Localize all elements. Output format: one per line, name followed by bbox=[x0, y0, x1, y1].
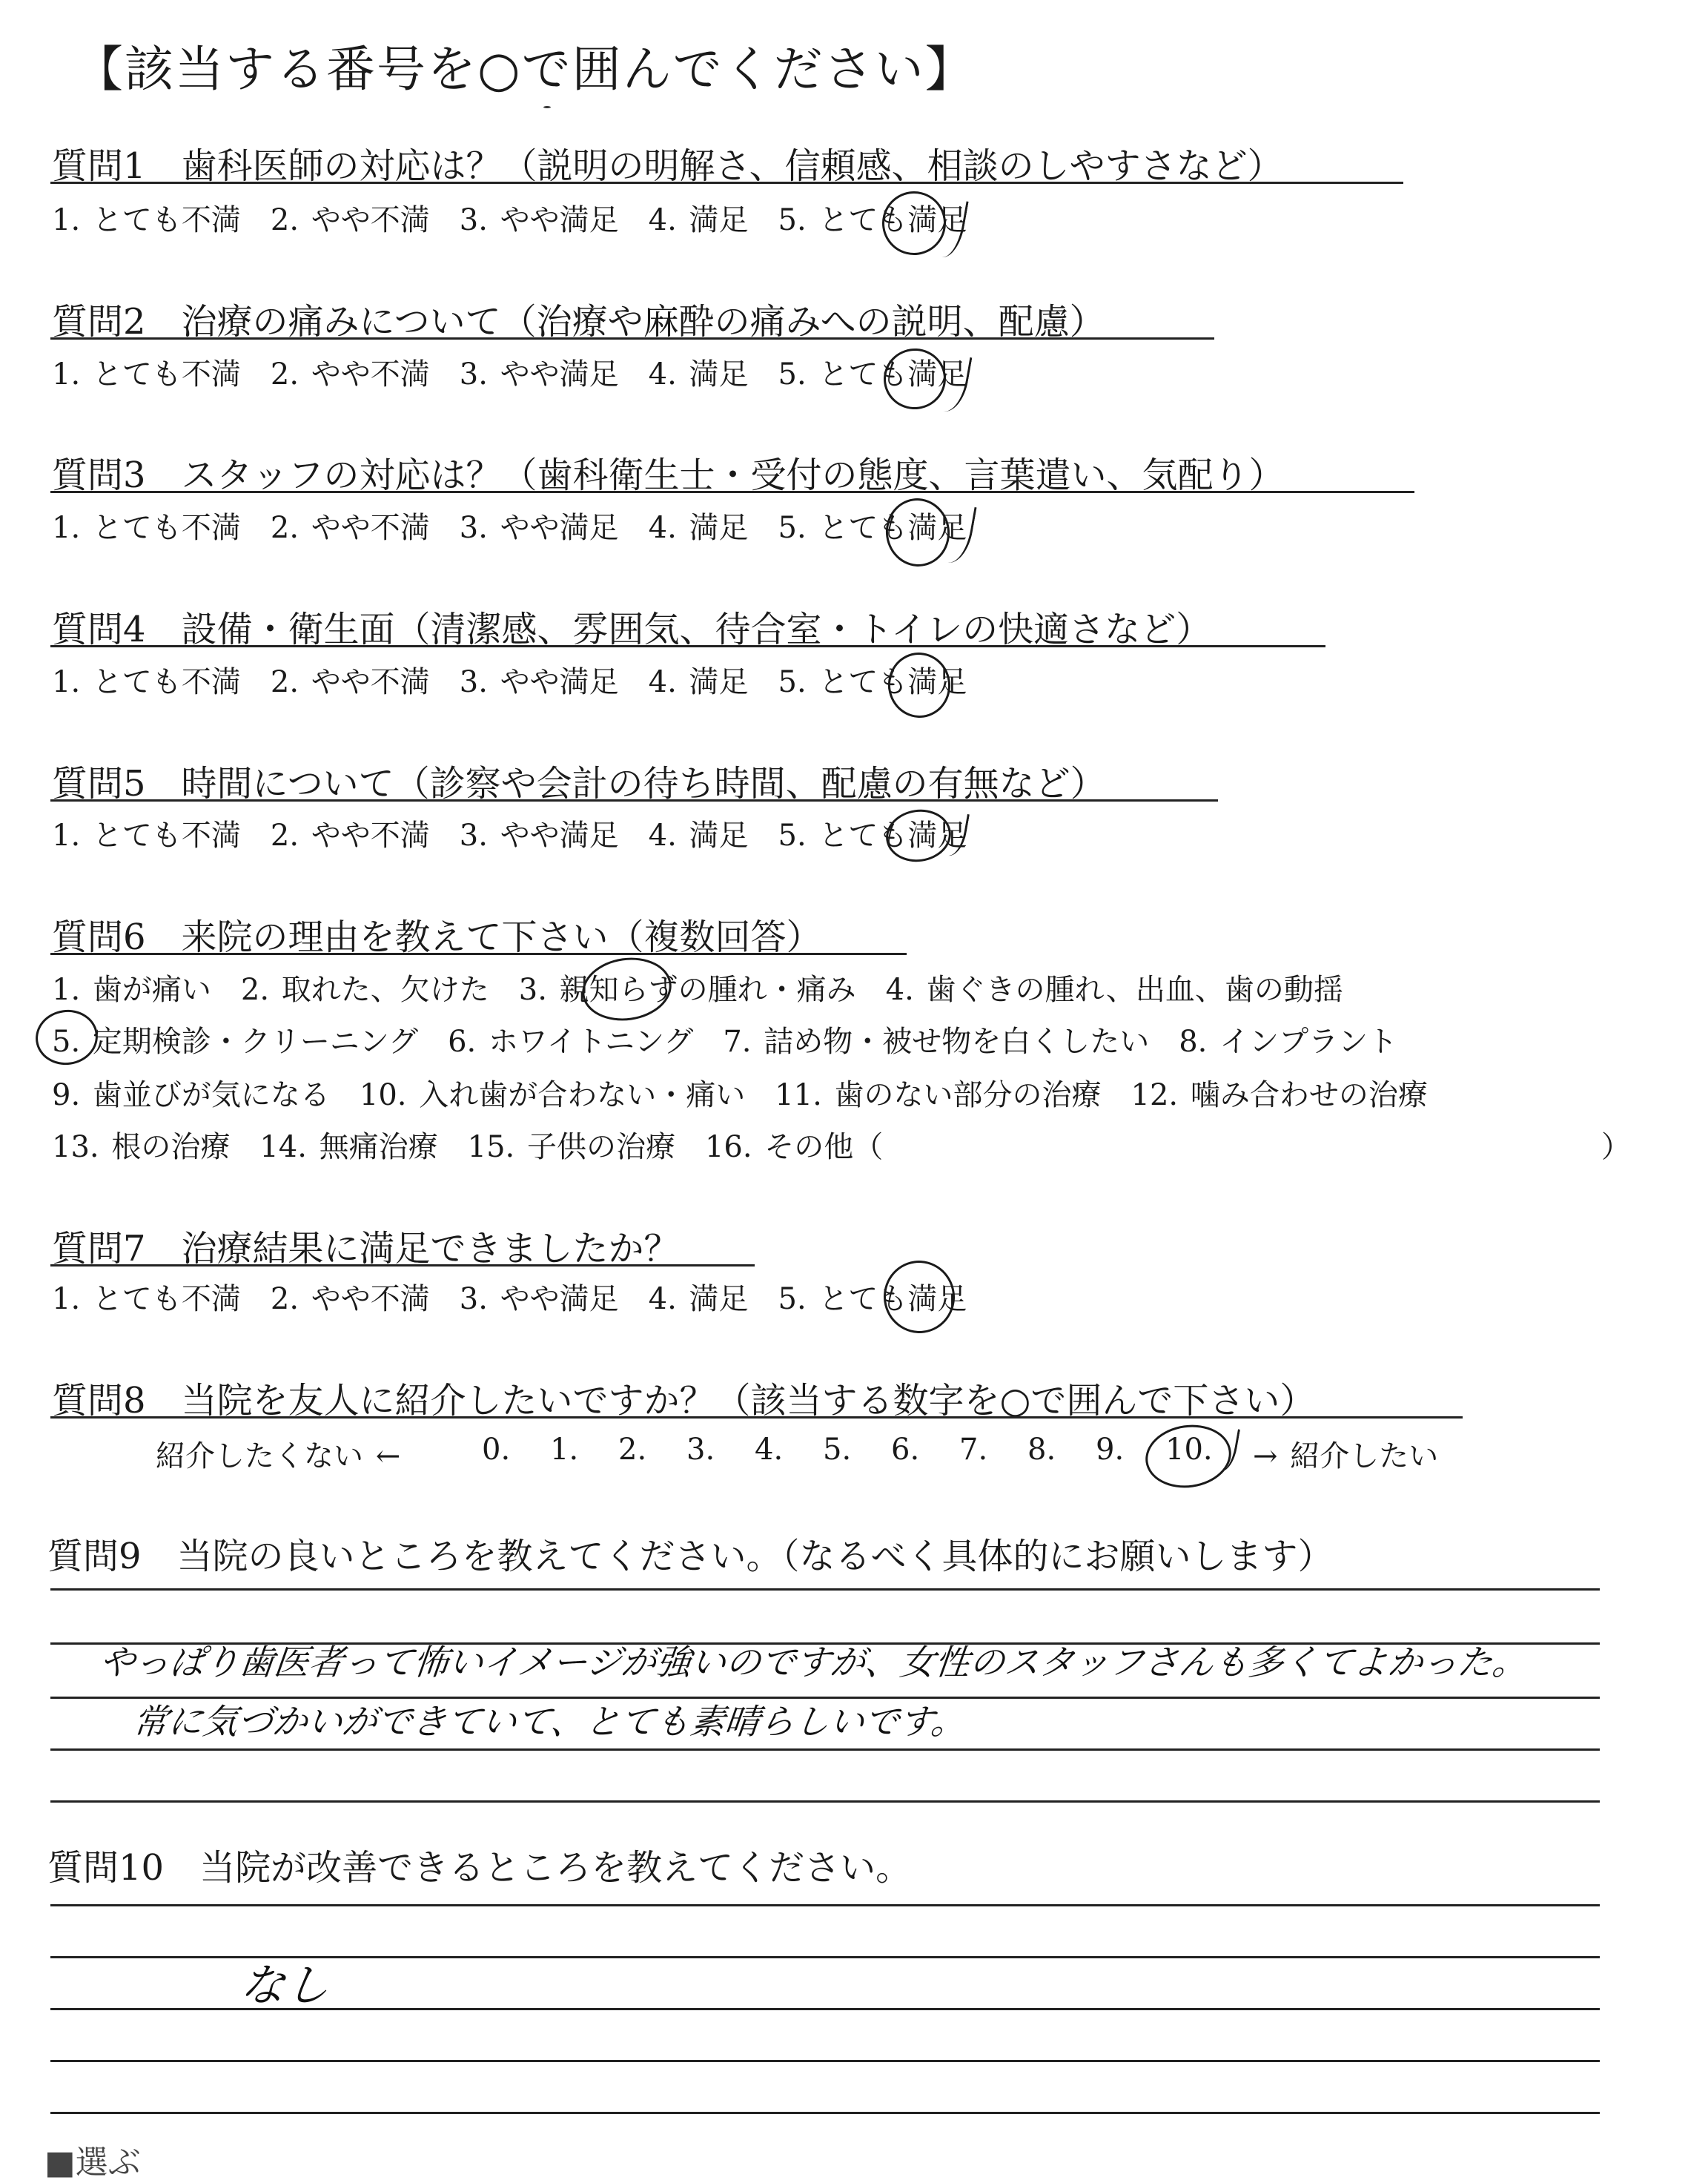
q9-title: 質問9 当院の良いところを教えてください。（なるべく具体的にお願いします） bbox=[47, 1536, 1334, 1577]
q8-left-label: 紹介したくない ← bbox=[156, 1439, 401, 1473]
q6-line4[interactable]: 13. 根の治療 14. 無痛治療 15. 子供の治療 16. その他（ bbox=[52, 1130, 884, 1164]
form-header: 【該当する番号を○で囲んでください】 bbox=[74, 41, 976, 98]
q10-rule-1 bbox=[50, 1904, 1600, 1906]
q8-scale-option-7[interactable]: 7. bbox=[959, 1433, 988, 1467]
q6-other-close: ） bbox=[1601, 1130, 1631, 1164]
q8-scale-option-6[interactable]: 6. bbox=[891, 1433, 920, 1467]
q6-line2[interactable]: 5. 定期検診・クリーニング 6. ホワイトニング 7. 詰め物・被せ物を白くしたい 8. インプラント bbox=[52, 1025, 1398, 1059]
q6-underline bbox=[50, 953, 907, 955]
q5-title: 質問5 時間について（診察や会計の待ち時間、配慮の有無など） bbox=[52, 763, 1106, 805]
q4-title: 質問4 設備・衛生面（清潔感、雰囲気、待合室・トイレの快適さなど） bbox=[52, 609, 1212, 650]
q8-scale-option-5[interactable]: 5. bbox=[823, 1433, 852, 1467]
q8-scale-option-0[interactable]: 0. bbox=[482, 1433, 511, 1467]
stray-mark bbox=[543, 106, 551, 108]
q5-underline bbox=[50, 799, 1218, 802]
q1-options[interactable]: 1. とても不満 2. やや不満 3. やや満足 4. 満足 5. とても満足 bbox=[52, 203, 967, 237]
q8-title: 質問8 当院を友人に紹介したいですか？（該当する数字を○で囲んで下さい） bbox=[52, 1380, 1316, 1421]
q3-options[interactable]: 1. とても不満 2. やや不満 3. やや満足 4. 満足 5. とても満足 bbox=[52, 511, 967, 545]
q9-rule-5 bbox=[50, 1800, 1600, 1803]
q7-underline bbox=[50, 1264, 755, 1266]
q10-rule-5 bbox=[50, 2112, 1600, 2114]
q2-options[interactable]: 1. とても不満 2. やや不満 3. やや満足 4. 満足 5. とても満足 bbox=[52, 357, 967, 392]
footer-fragment: ■選ぶ bbox=[44, 2144, 141, 2182]
q8-scale-option-2[interactable]: 2. bbox=[618, 1433, 647, 1467]
q7-answer-circle bbox=[879, 1256, 960, 1338]
q9-answer-line2: 常に気づかいができていて、とても素晴らしいです。 bbox=[130, 1702, 968, 1743]
q4-options[interactable]: 1. とても不満 2. やや不満 3. やや満足 4. 満足 5. とても満足 bbox=[52, 665, 967, 699]
q8-right-label: → 紹介したい bbox=[1253, 1439, 1439, 1473]
q2-underline bbox=[50, 337, 1214, 340]
q10-rule-4 bbox=[50, 2060, 1600, 2062]
q6-answer-circle-3 bbox=[578, 952, 676, 1026]
q6-line3[interactable]: 9. 歯並びが気になる 10. 入れ歯が合わない・痛い 11. 歯のない部分の治療 12. 噛み合わせの治療 bbox=[52, 1078, 1428, 1112]
q10-answer: なし bbox=[237, 1960, 333, 2012]
q8-scale-option-3[interactable]: 3. bbox=[686, 1433, 715, 1467]
q8-underline bbox=[50, 1416, 1463, 1419]
q4-underline bbox=[50, 645, 1325, 647]
q3-title: 質問3 スタッフの対応は？（歯科衛生士・受付の態度、言葉遣い、気配り） bbox=[52, 455, 1285, 496]
q3-underline bbox=[50, 491, 1414, 493]
q6-line1[interactable]: 1. 歯が痛い 2. 取れた、欠けた 3. 親知らずの腫れ・痛み 4. 歯ぐきの腫れ、出血、歯の動揺 bbox=[52, 973, 1343, 1007]
q6-title: 質問6 来院の理由を教えて下さい（複数回答） bbox=[52, 917, 822, 958]
q7-options[interactable]: 1. とても不満 2. やや不満 3. やや満足 4. 満足 5. とても満足 bbox=[52, 1282, 967, 1316]
q5-options[interactable]: 1. とても不満 2. やや不満 3. やや満足 4. 満足 5. とても満足 bbox=[52, 819, 967, 853]
q9-rule-4 bbox=[50, 1748, 1600, 1751]
q8-scale-option-4[interactable]: 4. bbox=[755, 1433, 784, 1467]
q8-scale-option-1[interactable]: 1. bbox=[550, 1433, 579, 1467]
q1-underline bbox=[50, 182, 1403, 184]
q2-title: 質問2 治療の痛みについて（治療や麻酔の痛みへの説明、配慮） bbox=[52, 301, 1105, 343]
q8-scale-option-10[interactable]: 10. bbox=[1165, 1433, 1213, 1467]
q9-rule-1 bbox=[50, 1588, 1600, 1591]
q7-title: 質問7 治療結果に満足できましたか？ bbox=[52, 1228, 680, 1269]
q8-scale-option-8[interactable]: 8. bbox=[1027, 1433, 1056, 1467]
q10-title: 質問10 当院が改善できるところを教えてください。 bbox=[47, 1847, 912, 1889]
q9-answer-line1: やっぱり歯医者って怖いイメージが強いのですが、女性のスタッフさんも多くてよかった。 bbox=[97, 1642, 1530, 1683]
q8-scale-option-9[interactable]: 9. bbox=[1096, 1433, 1125, 1467]
q1-title: 質問1 歯科医師の対応は？（説明の明解さ、信頼感、相談のしやすさなど） bbox=[52, 145, 1283, 187]
